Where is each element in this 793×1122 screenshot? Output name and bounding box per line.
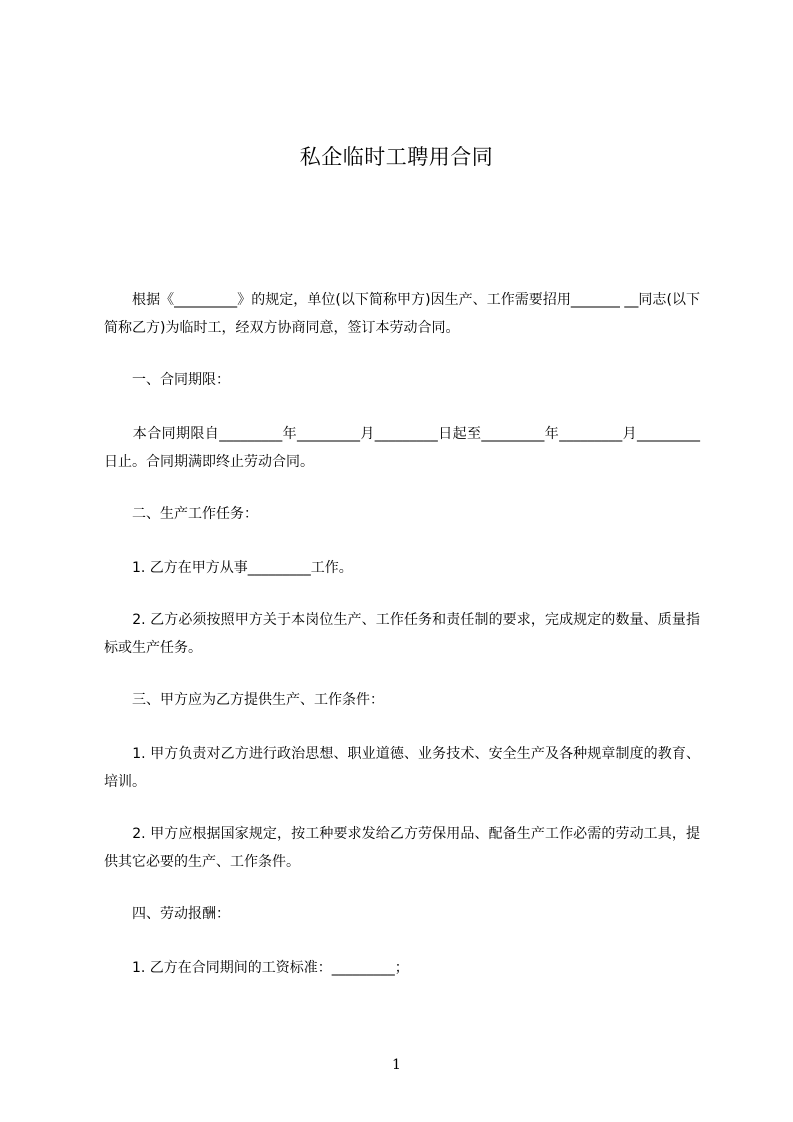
paragraph-intro: 根据《_________》的规定，单位(以下简称甲方)因生产、工作需要招用_______ __同志(以下简称乙方)为临时工，经双方协商同意，签订本劳动合同。 xyxy=(104,292,700,336)
section-heading-term: 一、合同期限： xyxy=(104,372,230,388)
document-title: 私企临时工聘用合同 xyxy=(299,145,494,169)
paragraph-term: 本合同期限自_________年_________月_________日起至_________年_________月_________日止。合同期满即终止劳动合同。 xyxy=(104,426,700,470)
clause-3-1: 1. 甲方负责对乙方进行政治思想、职业道德、业务技术、安全生产及各种规章制度的教育、培训。 xyxy=(104,746,700,790)
clause-2-1: 1. 乙方在甲方从事_________工作。 xyxy=(104,560,353,576)
section-heading-remuneration: 四、劳动报酬： xyxy=(104,906,230,922)
clause-2-2: 2. 乙方必须按照甲方关于本岗位生产、工作任务和责任制的要求，完成规定的数量、质量指标或生产任务。 xyxy=(104,612,700,656)
clause-4-1: 1. 乙方在合同期间的工资标准：_________； xyxy=(104,960,409,976)
clause-3-2: 2. 甲方应根据国家规定，按工种要求发给乙方劳保用品、配备生产工作必需的劳动工具，提供其它必要的生产、工作条件。 xyxy=(104,826,700,870)
section-heading-conditions: 三、甲方应为乙方提供生产、工作条件： xyxy=(104,692,384,708)
page-number: 1 xyxy=(392,1057,401,1073)
section-heading-tasks: 二、生产工作任务： xyxy=(104,506,258,522)
